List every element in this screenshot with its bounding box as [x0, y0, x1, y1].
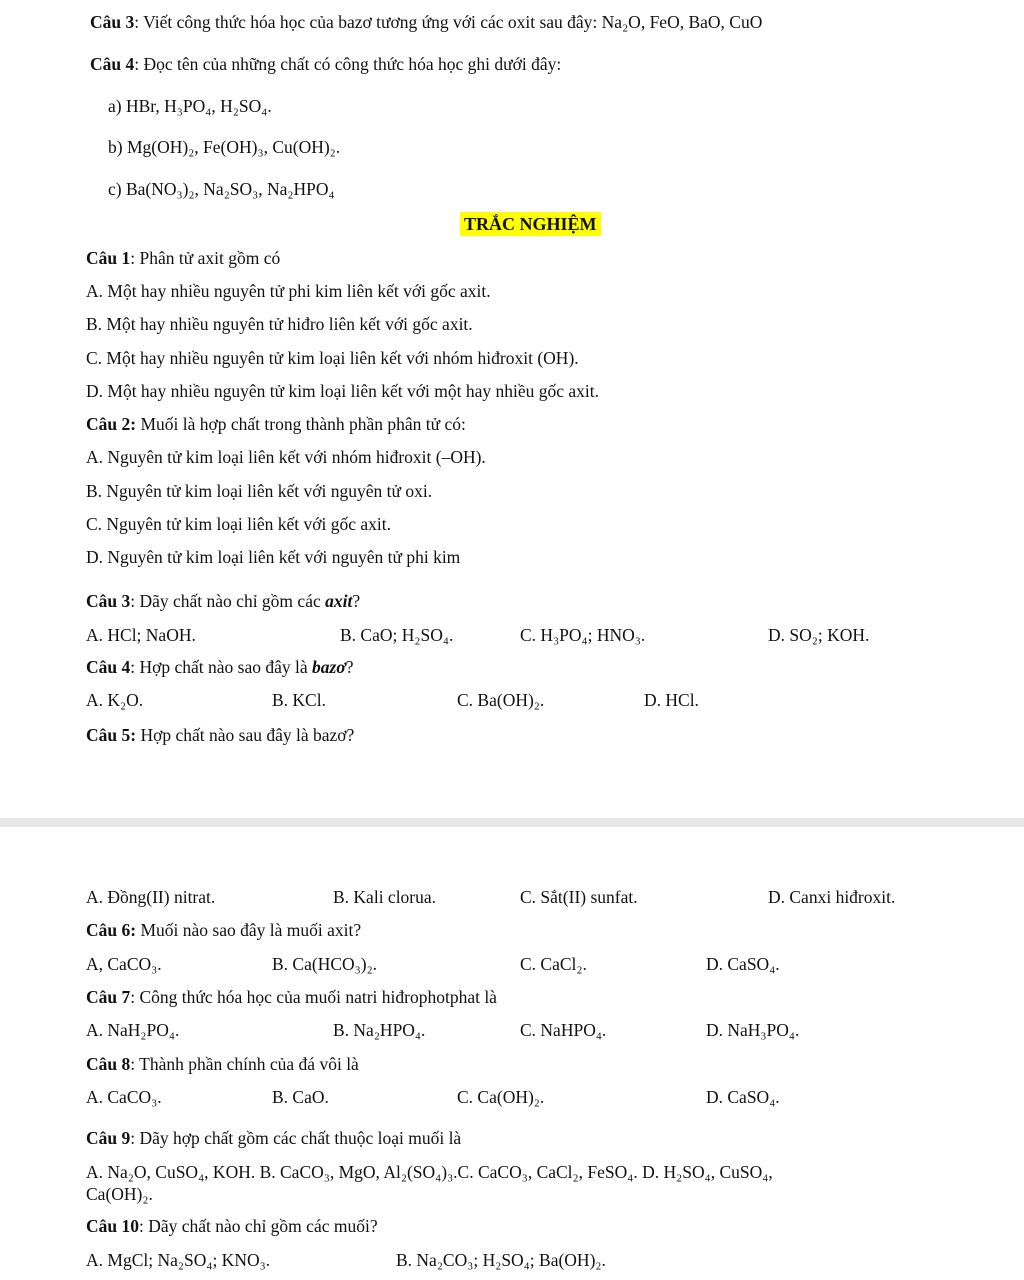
mcq-q1 [86, 247, 280, 269]
question-label: Câu 10 [86, 1216, 139, 1236]
mcq-q7-option-b: B. Na₂HPO₄. [333, 1020, 426, 1040]
mcq-q10-option-b: B. Na₂CO₃; H₂SO₄; Ba(OH)₂. [396, 1250, 606, 1270]
part1-q4-c: c) Ba(NO₃)₂, Na₂SO₃, Na₂HPO₄ [108, 179, 335, 199]
question-label: Câu 4 [86, 657, 131, 677]
mcq-q6 [86, 919, 361, 941]
question-text: : Hợp chất nào sao đây là [130, 657, 313, 677]
question-label: Câu 4 [90, 54, 135, 74]
question-label: Câu 1 [86, 248, 131, 268]
mcq-q5-option-a: A. Đồng(II) nitrat. [86, 887, 216, 907]
question-text: Hợp chất nào sau đây là bazơ? [136, 725, 355, 745]
mcq-q9-options-line1: A. Na₂O, CuSO₄, KOH. B. CaCO₃, MgO, Al₂(SO₄)₃.C. CaCO₃, CaCl₂, FeSO₄. D. H₂SO₄, CuSO₄, [86, 1162, 773, 1182]
mcq-q7-option-d: D. NaH₃PO₄. [706, 1020, 800, 1040]
mcq-q8-option-c: C. Ca(OH)₂. [457, 1087, 545, 1107]
page-break [0, 818, 1024, 827]
mcq-q2-option-d: D. Nguyên tử kim loại liên kết với nguyên tử phi kim [86, 547, 461, 567]
mcq-q1-option-b: B. Một hay nhiều nguyên tử hiđro liên kết với gốc axit. [86, 314, 473, 334]
question-label: Câu 3 [86, 591, 131, 611]
mcq-q5-option-b: B. Kali clorua. [333, 887, 437, 907]
question-label: Câu 2: [86, 414, 137, 434]
question-label: Câu 6: [86, 920, 137, 940]
mcq-q3-option-a: A. HCl; NaOH. [86, 625, 196, 645]
mcq-q7-option-a: A. NaH₂PO₄. [86, 1020, 180, 1040]
mcq-q3 [86, 590, 360, 612]
question-label: Câu 5: [86, 725, 137, 745]
mcq-q5-option-d: D. Canxi hiđroxit. [768, 887, 896, 907]
part1-q4-b: b) Mg(OH)₂, Fe(OH)₃, Cu(OH)₂. [108, 137, 341, 157]
mcq-q1-option-d: D. Một hay nhiều nguyên tử kim loại liên kết với một hay nhiều gốc axit. [86, 381, 600, 401]
part1-q4-a: a) HBr, H₃PO₄, H₂SO₄. [108, 96, 272, 116]
question-text: : Thành phần chính của đá vôi là [130, 1054, 359, 1074]
question-emphasis: axit [325, 591, 353, 611]
mcq-q3-option-d: D. SO₂; KOH. [768, 625, 870, 645]
question-text: : Công thức hóa học của muối natri hiđrophotphat là [130, 987, 497, 1007]
mcq-q10-option-a: A. MgCl; Na₂SO₄; KNO₃. [86, 1250, 271, 1270]
question-text: Muối là hợp chất trong thành phần phân tử có: [136, 414, 466, 434]
mcq-q4-option-c: C. Ba(OH)₂. [457, 690, 545, 710]
question-text: : Dãy chất nào chỉ gồm các [130, 591, 326, 611]
question-end: ? [345, 657, 354, 677]
question-label: Câu 8 [86, 1054, 131, 1074]
mcq-q8-option-d: D. CaSO₄. [706, 1087, 780, 1107]
mcq-q3-option-c: C. H₃PO₄; HNO₃. [520, 625, 646, 645]
mcq-q9-options-line2: Ca(OH)₂. [86, 1184, 153, 1204]
mcq-q1-option-a: A. Một hay nhiều nguyên tử phi kim liên kết với gốc axit. [86, 281, 491, 301]
mcq-q7 [86, 986, 497, 1008]
question-end: ? [352, 591, 361, 611]
mcq-q1-option-c: C. Một hay nhiều nguyên tử kim loại liên kết với nhóm hiđroxit (OH). [86, 348, 579, 368]
question-text: : Dãy chất nào chỉ gồm các muối? [139, 1216, 378, 1236]
mcq-q5-option-c: C. Sắt(II) sunfat. [520, 887, 638, 907]
question-text: : Dãy hợp chất gồm các chất thuộc loại muối là [130, 1128, 462, 1148]
mcq-q9 [86, 1127, 461, 1149]
question-text: Muối nào sao đây là muối axit? [136, 920, 362, 940]
mcq-q2-option-b: B. Nguyên tử kim loại liên kết với nguyên tử oxi. [86, 481, 433, 501]
mcq-q8-option-a: A. CaCO₃. [86, 1087, 162, 1107]
mcq-q4-option-b: B. KCl. [272, 690, 326, 710]
question-text: : Viết công thức hóa học của bazơ tương ứng với các oxit sau đây: Na₂O, FeO, BaO, CuO [134, 12, 763, 32]
mcq-q10 [86, 1215, 378, 1237]
question-label: Câu 9 [86, 1128, 131, 1148]
question-text: : Phân tử axit gồm có [130, 248, 281, 268]
part1-q4 [90, 53, 561, 75]
mcq-q2-option-c: C. Nguyên tử kim loại liên kết với gốc axit. [86, 514, 392, 534]
part1-q3 [90, 11, 762, 33]
mcq-q8 [86, 1053, 359, 1075]
mcq-q4-option-a: A. K₂O. [86, 690, 144, 710]
mcq-q7-option-c: C. NaHPO₄. [520, 1020, 607, 1040]
mcq-q6-option-c: C. CaCl₂. [520, 954, 587, 974]
mcq-q6-option-d: D. CaSO₄. [706, 954, 780, 974]
mcq-q2-option-a: A. Nguyên tử kim loại liên kết với nhóm hiđroxit (–OH). [86, 447, 486, 467]
question-text: : Đọc tên của những chất có công thức hóa học ghi dưới đây: [134, 54, 562, 74]
mcq-q2 [86, 413, 466, 435]
mcq-q8-option-b: B. CaO. [272, 1087, 329, 1107]
question-label: Câu 7 [86, 987, 131, 1007]
section-title: TRẮC NGHIỆM [460, 212, 601, 236]
mcq-q6-option-b: B. Ca(HCO₃)₂. [272, 954, 378, 974]
mcq-q4-option-d: D. HCl. [644, 690, 699, 710]
mcq-q5 [86, 724, 354, 746]
question-label: Câu 3 [90, 12, 135, 32]
mcq-q6-option-a: A, CaCO₃. [86, 954, 162, 974]
mcq-q3-option-b: B. CaO; H₂SO₄. [340, 625, 454, 645]
mcq-q4 [86, 656, 354, 678]
question-emphasis: bazơ [312, 657, 346, 677]
